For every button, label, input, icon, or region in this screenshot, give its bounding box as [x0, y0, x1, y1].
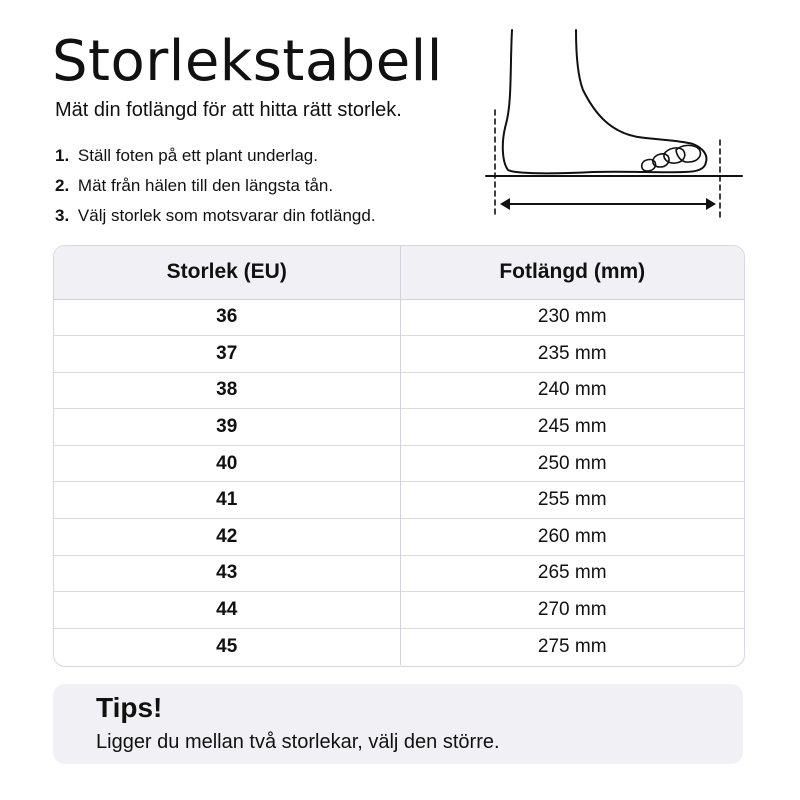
size-cell: 43	[54, 555, 400, 592]
column-header-length: Fotlängd (mm)	[400, 246, 744, 299]
column-header-size: Storlek (EU)	[54, 246, 400, 299]
table-row	[54, 372, 744, 409]
arrow-head-left	[500, 198, 510, 210]
size-cell: 36	[216, 306, 238, 328]
table-row	[54, 482, 744, 519]
size-cell: 41	[54, 482, 400, 519]
step-number: 1.	[55, 146, 70, 165]
length-cell: 235 mm	[400, 336, 744, 373]
table-row	[54, 519, 744, 556]
page-subtitle: Mät din fotlängd för att hitta rätt storlek.	[55, 99, 402, 121]
step-item	[55, 174, 376, 204]
size-table	[53, 245, 745, 667]
foot-measurement-icon	[478, 22, 748, 232]
step-number: 3.	[55, 206, 70, 225]
page-title: Storlekstabell	[52, 29, 443, 94]
step-text: Mät från hälen till den längsta tån.	[77, 176, 334, 195]
length-cell: 265 mm	[400, 555, 744, 592]
size-cell: 42	[54, 519, 400, 556]
arrow-head-right	[706, 198, 716, 210]
length-cell: 240 mm	[400, 372, 744, 409]
size-cell: 39	[54, 409, 400, 446]
length-cell: 245 mm	[400, 409, 744, 446]
length-cell: 275 mm	[400, 628, 744, 665]
table-row	[54, 628, 744, 665]
step-number: 2.	[55, 176, 70, 195]
table-row	[54, 336, 744, 373]
tips-text: Ligger du mellan två storlekar, välj den större.	[96, 731, 500, 753]
table-row	[54, 445, 744, 482]
length-cell: 260 mm	[400, 519, 744, 556]
step-text: Ställ foten på ett plant underlag.	[77, 146, 318, 165]
table-row	[54, 299, 744, 336]
table-row	[54, 592, 744, 629]
table-header-row	[54, 246, 744, 299]
size-cell: 40	[54, 445, 400, 482]
size-cell: 38	[54, 372, 400, 409]
length-cell: 250 mm	[400, 445, 744, 482]
table-row	[54, 555, 744, 592]
length-cell: 230 mm	[400, 299, 744, 336]
size-cell: 45	[54, 628, 400, 665]
tips-title: Tips!	[96, 692, 163, 723]
step-item	[55, 204, 376, 234]
size-cell: 37	[54, 336, 400, 373]
tips-box	[53, 684, 743, 764]
instruction-steps	[55, 144, 376, 234]
toe-path	[676, 145, 700, 162]
size-cell: 44	[54, 592, 400, 629]
length-cell: 255 mm	[400, 482, 744, 519]
step-item	[55, 144, 376, 174]
table-row	[54, 409, 744, 446]
length-cell: 270 mm	[400, 592, 744, 629]
step-text: Välj storlek som motsvarar din fotlängd.	[77, 206, 376, 225]
